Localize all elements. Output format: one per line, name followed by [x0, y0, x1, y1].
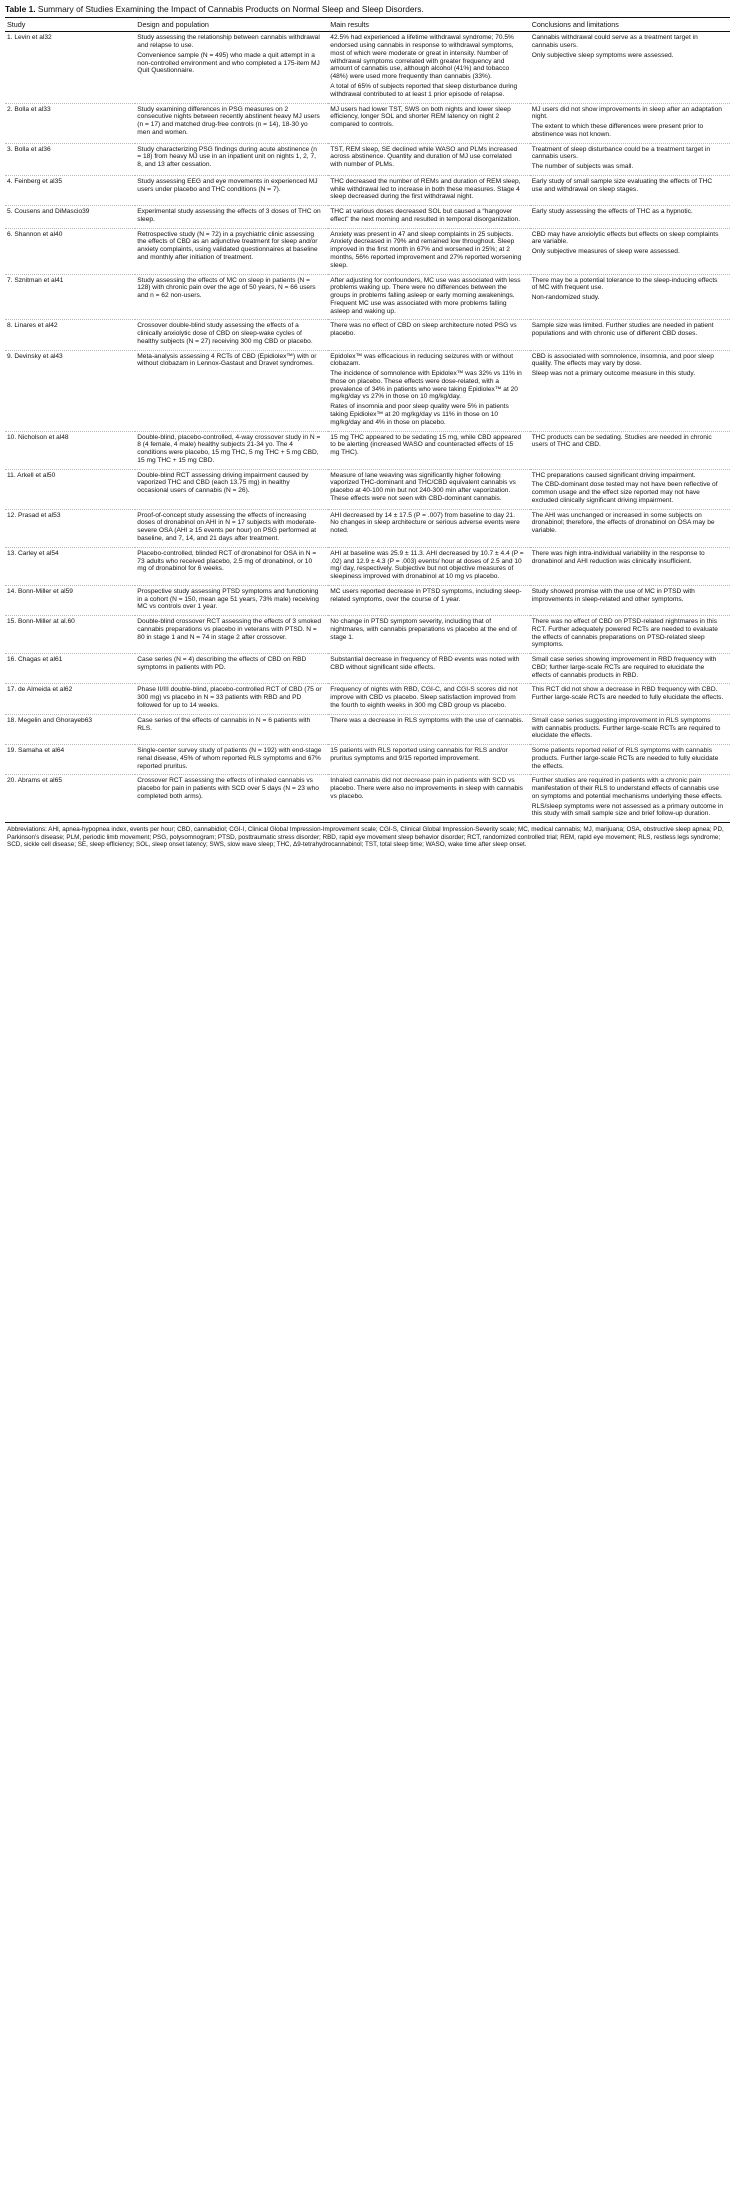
study-cell: 12. Prasad et al53 — [5, 509, 135, 547]
header-results: Main results — [328, 17, 529, 31]
conclusions-cell — [530, 431, 730, 469]
design-cell — [135, 714, 328, 744]
design-paragraph: Case series (N = 4) describing the effects of CBD on RBD symptoms in patients with PD. — [137, 656, 307, 671]
table-title: Summary of Studies Examining the Impact of Cannabis Products on Normal Sleep and Sleep Disorders. — [37, 4, 424, 14]
results-paragraph: There was no effect of CBD on sleep architecture noted PSG vs placebo. — [330, 322, 517, 338]
results-cell — [328, 469, 529, 509]
results-cell — [328, 616, 529, 654]
conclusions-paragraph: The number of subjects was small. — [531, 163, 634, 171]
design-paragraph: Study characterizing PSG findings during acute abstinence (n = 18) from heavy MJ use in an inpatient unit on nights 1, 2, 7, 8, and 13 after cessation. — [137, 145, 317, 169]
conclusions-paragraph: Non-randomized study. — [531, 294, 600, 302]
conclusions-paragraph: Only subjective sleep symptoms were assessed. — [531, 51, 674, 59]
design-cell — [135, 32, 328, 103]
results-paragraph: Rates of insomnia and poor sleep quality were 5% in patients taking Epidiolex™ at 20 mg/kg/day vs 11% in those on 10 mg/kg/day and 4% in those on placebo. — [330, 403, 509, 426]
design-cell — [135, 654, 328, 684]
conclusions-paragraph: Treatment of sleep disturbance could be a treatment target in cannabis users. — [531, 145, 710, 161]
conclusions-paragraph: Sleep was not a primary outcome measure in this study. — [531, 370, 696, 378]
results-cell — [328, 547, 529, 585]
results-cell — [328, 745, 529, 775]
design-paragraph: Placebo-controlled, blinded RCT of dronabinol for OSA in N = 73 adults who received placebo, 2.5 mg of dronabinol, or 10 mg of dronabinol for 6 weeks. — [137, 549, 317, 573]
conclusions-cell — [530, 175, 730, 205]
design-paragraph: Experimental study assessing the effects of 3 doses of THC on sleep. — [137, 208, 321, 223]
header-conclusions: Conclusions and limitations — [530, 17, 730, 31]
table-row — [5, 547, 730, 585]
conclusions-paragraph: The CBD-dominant dose tested may not have been reflective of common usage and the effect size reported may not have excluded clinically significant driving impairment. — [531, 481, 718, 504]
table-row — [5, 714, 730, 744]
conclusions-paragraph: CBD is associated with somnolence, insomnia, and poor sleep quality. The effects may vary by dose. — [531, 352, 714, 368]
design-cell — [135, 175, 328, 205]
conclusions-cell — [530, 103, 730, 143]
results-paragraph: THC decreased the number of REMs and duration of REM sleep, while withdrawal led to increase in both these measures. Stage 4 sleep decreased during the first withdrawal night. — [330, 177, 521, 201]
table-row — [5, 175, 730, 205]
table-caption — [5, 5, 730, 15]
table-row — [5, 32, 730, 103]
results-cell — [328, 103, 529, 143]
design-paragraph: Prospective study assessing PTSD symptoms and functioning in a cohort (N = 150, mean age 51 years, 73% male) receiving MC vs controls over 1 year. — [137, 587, 319, 611]
design-cell — [135, 585, 328, 615]
conclusions-cell — [530, 775, 730, 823]
results-paragraph: The incidence of somnolence with Epidolex™ was 32% vs 11% in those on placebo. These effects were dose-related, with a prevalence of 34% in patients who were taking Epidiolex™ at 20 mg/kg/day vs 27% in those on 10 mg/kg/day. — [330, 370, 522, 401]
design-cell — [135, 350, 328, 431]
conclusions-cell — [530, 469, 730, 509]
conclusions-cell — [530, 714, 730, 744]
results-paragraph: No change in PTSD symptom severity, including that of nightmares, with cannabis preparations vs placebo at the end of stage 1. — [330, 618, 517, 641]
results-cell — [328, 431, 529, 469]
results-paragraph: A total of 65% of subjects reported that sleep disturbance during withdrawal contributed to at least 1 prior episode of relapse. — [330, 82, 518, 98]
conclusions-paragraph: Sample size was limited. Further studies are needed in patient populations and with chronic use of different CBD doses. — [531, 322, 714, 338]
conclusions-cell — [530, 509, 730, 547]
conclusions-paragraph: There may be a potential tolerance to the sleep-inducing effects of MC with frequent use. — [531, 276, 718, 292]
conclusions-cell — [530, 32, 730, 103]
conclusions-cell — [530, 547, 730, 585]
results-paragraph: MJ users had lower TST, SWS on both nights and lower sleep efficiency, longer SOL and shorter REM latency on night 2 compared to controls. — [330, 105, 511, 129]
design-paragraph: Proof-of-concept study assessing the effects of increasing doses of dronabinol on AHI in N = 17 subjects with moderate-severe OSA (AHI ≥ 15 events per hour) on PSG performed at baseline, and 7, 14, and 21 days after treatment. — [137, 511, 317, 542]
study-cell: 20. Abrams et al65 — [5, 775, 135, 823]
results-cell — [328, 32, 529, 103]
results-paragraph: Measure of lane weaving was significantly higher following vaporized THC-dominant and THC/CBD equivalent cannabis vs placebo at 40-100 min but not 240-300 min after vaporization. These effects were not seen with CBD-dominant cannabis. — [330, 471, 516, 502]
design-cell — [135, 616, 328, 654]
conclusions-paragraph: Further studies are required in patients with a chronic pain manifestation of their RLS to understand effects of cannabis use on symptoms and potential mechanisms underlying these effects. — [531, 777, 723, 800]
design-cell — [135, 431, 328, 469]
results-cell — [328, 509, 529, 547]
design-paragraph: Double-blind, placebo-controlled, 4-way crossover study in N = 8 (4 female, 4 male) healthy subjects 21-34 yo. The 4 conditions were placebo, 15 mg THC, 5 mg THC + 5 mg CBD, 15 mg THC + 15 mg CBD. — [137, 433, 321, 464]
results-cell — [328, 585, 529, 615]
design-paragraph: Convenience sample (N = 495) who made a quit attempt in a non-controlled environment and who completed a 175-item MJ Quit Questionnaire. — [137, 51, 320, 75]
table-row — [5, 509, 730, 547]
results-paragraph: There was a decrease in RLS symptoms with the use of cannabis. — [330, 716, 524, 724]
design-paragraph: Meta-analysis assessing 4 RCTs of CBD (Epidiolex™) with or without clobazam in Lennox-Gastaut and Dravet syndromes. — [137, 352, 317, 368]
study-cell: 17. de Almeida et al62 — [5, 684, 135, 714]
results-cell — [328, 228, 529, 274]
study-cell: 8. Linares et al42 — [5, 320, 135, 350]
design-paragraph: Crossover RCT assessing the effects of inhaled cannabis vs placebo for pain in patients with SCD over 5 days (N = 23 who completed both arms). — [137, 777, 319, 800]
results-paragraph: Substantial decrease in frequency of RBD events was noted with CBD without significant side effects. — [330, 656, 520, 671]
table-row — [5, 274, 730, 320]
design-cell — [135, 509, 328, 547]
table-row — [5, 103, 730, 143]
results-paragraph: 15 mg THC appeared to be sedating 15 mg, while CBD appeared to be alerting (increased WASO and counteracted effects of 15 mg THC). — [330, 433, 522, 457]
table-row — [5, 143, 730, 175]
study-cell: 13. Carley et al54 — [5, 547, 135, 585]
study-cell: 5. Cousens and DiMascio39 — [5, 206, 135, 229]
design-cell — [135, 320, 328, 350]
conclusions-cell — [530, 350, 730, 431]
results-paragraph: THC at various doses decreased SOL but caused a “hangover effect” the next morning and resulted in temporal disorganization. — [330, 208, 521, 223]
conclusions-paragraph: The AHI was unchanged or increased in some subjects on dronabinol; therefore, the effects of dronabinol on OSA may be variable. — [531, 511, 715, 535]
table-row — [5, 585, 730, 615]
study-cell: 15. Bonn-Miller at al.60 — [5, 616, 135, 654]
study-cell: 19. Samaha et al64 — [5, 745, 135, 775]
results-paragraph: 42.5% had experienced a lifetime withdrawal syndrome; 70.5% endorsed using cannabis in response to withdrawal symptoms, most of which were moderate or great in intensity. Number of withdrawal symptoms correlated with greater frequency and amount of cannabis use, although alcohol (41%) and tobacco (48%) were used more frequently than cannabis (33%). — [330, 34, 514, 81]
design-paragraph: Study assessing EEG and eye movements in experienced MJ users under placebo and THC conditions (N = 7). — [137, 177, 318, 193]
results-cell — [328, 654, 529, 684]
table-row — [5, 654, 730, 684]
table-header — [5, 17, 730, 31]
table-row — [5, 775, 730, 823]
conclusions-cell — [530, 616, 730, 654]
study-cell: 1. Levin et al32 — [5, 32, 135, 103]
conclusions-cell — [530, 143, 730, 175]
design-cell — [135, 775, 328, 823]
design-cell — [135, 469, 328, 509]
results-cell — [328, 350, 529, 431]
table-row — [5, 616, 730, 654]
table-row — [5, 350, 730, 431]
conclusions-cell — [530, 228, 730, 274]
study-cell: 6. Shannon et al40 — [5, 228, 135, 274]
conclusions-paragraph: Small case series showing improvement in RBD frequency with CBD; further large-scale RCTs are required to elucidate the effects of cannabis products in RBD. — [531, 656, 717, 679]
design-cell — [135, 103, 328, 143]
conclusions-paragraph: THC products can be sedating. Studies are needed in chronic users of THC and CBD. — [531, 433, 712, 449]
study-cell: 14. Bonn-Miller et al59 — [5, 585, 135, 615]
studies-table — [5, 17, 730, 823]
study-cell: 9. Devinsky et al43 — [5, 350, 135, 431]
results-cell — [328, 274, 529, 320]
design-paragraph: Case series of the effects of cannabis in N = 6 patients with RLS. — [137, 716, 311, 732]
design-paragraph: Double-blind RCT assessing driving impairment caused by vaporized THC and CBD (each 13.75 mg) in healthy occasional users of cannabis (N = 26). — [137, 471, 309, 495]
conclusions-paragraph: There was no effect of CBD on PTSD-related nightmares in this RCT. Further adequately powered RCTs are needed to evaluate the effects of cannabis preparations on PTSD-related sleep symptoms. — [531, 618, 718, 649]
study-cell: 4. Feinberg et al35 — [5, 175, 135, 205]
results-paragraph: AHI at baseline was 25.9 ± 11.3. AHI decreased by 10.7 ± 4.4 (P = .02) and 12.9 ± 4.3 (P = .003) events/ hour at doses of 2.5 and 10 mg/ day, respectively. Subjective but not objective measures of sleepiness improved with dronabinol at 10 mg vs placebo. — [330, 549, 524, 581]
design-cell — [135, 206, 328, 229]
table-row — [5, 684, 730, 714]
design-paragraph: Single-center survey study of patients (N = 192) with end-stage renal disease, 45% of whom reported RLS symptoms and 67% reported pruritus. — [137, 747, 322, 770]
conclusions-paragraph: MJ users did not show improvements in sleep after an adaptation night. — [531, 105, 722, 121]
conclusions-cell — [530, 320, 730, 350]
study-cell: 3. Bolla et al36 — [5, 143, 135, 175]
header-design: Design and population — [135, 17, 328, 31]
results-cell — [328, 206, 529, 229]
conclusions-cell — [530, 654, 730, 684]
design-cell — [135, 684, 328, 714]
table-row — [5, 228, 730, 274]
design-cell — [135, 274, 328, 320]
study-cell: 7. Sznitman et al41 — [5, 274, 135, 320]
study-cell: 10. Nicholson et al48 — [5, 431, 135, 469]
study-cell: 11. Arkell et al50 — [5, 469, 135, 509]
conclusions-paragraph: Cannabis withdrawal could serve as a treatment target in cannabis users. — [531, 34, 698, 50]
table-body — [5, 32, 730, 823]
results-paragraph: TST, REM sleep, SE declined while WASO and PLMs increased across abstinence. Quantity and duration of MJ use correlated with number of PLMs. — [330, 145, 518, 169]
results-cell — [328, 714, 529, 744]
conclusions-paragraph: Some patients reported relief of RLS symptoms with cannabis products. Further large-scale RCTs are needed to fully elucidate the effects. — [531, 747, 719, 770]
conclusions-paragraph: Small case series suggesting improvement in RLS symptoms with cannabis products. Further large-scale RCTs are required to elucidate the effects. — [531, 716, 721, 740]
table-row — [5, 431, 730, 469]
conclusions-cell — [530, 745, 730, 775]
design-paragraph: Crossover double-blind study assessing the effects of a clinically anxiolytic dose of CBD on sleep-wake cycles of healthy subjects (N = 27) receiving 300 mg CBD or placebo. — [137, 322, 313, 345]
design-paragraph: Study examining differences in PSG measures on 2 consecutive nights between recently abstinent heavy MJ users (n = 17) and matched drug-free controls (n = 14), 18-30 yo men and women. — [137, 105, 320, 136]
conclusions-paragraph: Early study of small sample size evaluating the effects of THC use and withdrawal on sleep stages. — [531, 177, 713, 193]
design-paragraph: Double-blind crossover RCT assessing the effects of 3 smoked cannabis preparations vs placebo in veterans with PTSD. N = 80 in stage 1 and N = 74 in stage 2 after crossover. — [137, 618, 322, 641]
conclusions-paragraph: There was high intra-individual variability in the response to dronabinol and AHI reduction was clinically insufficient. — [531, 549, 705, 565]
results-paragraph: MC users reported decrease in PTSD symptoms, including sleep-related symptoms, over the course of 1 year. — [330, 587, 522, 603]
conclusions-cell — [530, 684, 730, 714]
conclusions-paragraph: The extent to which these differences were present prior to abstinence was not known. — [531, 123, 704, 138]
table-row — [5, 745, 730, 775]
abbreviations-footnote: Abbreviations: AHI, apnea-hypopnea index, events per hour; CBD, cannabidiol; CGI-I, Clinical Global Impression-Improvement scale; CGI-S, Clinical Global Impression-Severity scale; MC, medical cannabis; MJ, marijuana; OSA, obstructive sleep apnea; PD, Parkinson’s disease; PLM, periodic limb movement; PSG, polysomnogram; PTSD, posttraumatic stress disorder; RBD, rapid eye movement sleep behavior disorder; RCT, randomized controlled trial; REM, rapid eye movement; RLS, restless legs syndrome; SCD, sickle cell disease; SE, sleep efficiency; SOL, sleep onset latency; SWS, slow wave sleep; THC, Δ9-tetrahydrocannabinol; TST, total sleep time; WASO, wake time after sleep onset. — [7, 826, 724, 849]
design-cell — [135, 745, 328, 775]
results-paragraph: Anxiety was present in 47 and sleep complaints in 25 subjects. Anxiety decreased in 79% and remained low throughout. Sleep improved in the first month in 67% and worsened in 25%; at 2 months, 56% reported improvement and 27% reported worsening sleep. — [330, 230, 522, 269]
results-paragraph: AHI decreased by 14 ± 17.5 (P = .007) from baseline to day 21. No changes in sleep architecture or serious adverse events were noted. — [330, 511, 520, 535]
conclusions-paragraph: RLS/sleep symptoms were not assessed as a primary outcome in this study with small sample size and brief follow-up duration. — [531, 802, 724, 818]
results-paragraph: After adjusting for confounders, MC use was associated with less problems waking up. There were no differences between the groups in problems falling asleep or early morning awakenings. Frequent MC use was associated with more problems falling asleep and waking up. — [330, 276, 521, 315]
results-cell — [328, 320, 529, 350]
table-label: Table 1. — [5, 4, 36, 14]
header-study: Study — [5, 17, 135, 31]
conclusions-cell — [530, 206, 730, 229]
table-row — [5, 320, 730, 350]
conclusions-paragraph: Early study assessing the effects of THC as a hypnotic. — [531, 208, 693, 216]
results-cell — [328, 143, 529, 175]
results-cell — [328, 684, 529, 714]
study-cell: 2. Bolla et al33 — [5, 103, 135, 143]
document-page — [0, 0, 735, 849]
table-row — [5, 469, 730, 509]
design-cell — [135, 547, 328, 585]
results-paragraph: Epidolex™ was efficacious in reducing seizures with or without clobazam. — [330, 352, 514, 368]
conclusions-cell — [530, 585, 730, 615]
conclusions-paragraph: CBD may have anxiolytic effects but effects on sleep complaints are variable. — [531, 230, 719, 246]
results-paragraph: Frequency of nights with RBD, CGI-C, and CGI-S scores did not improve with CBD vs placebo. Sleep satisfaction improved from the fourth to eighth weeks in 300 mg CBD group vs placebo. — [330, 686, 518, 709]
conclusions-cell — [530, 274, 730, 320]
results-cell — [328, 175, 529, 205]
design-paragraph: Retrospective study (N = 72) in a psychiatric clinic assessing the effects of CBD as an adjunctive treatment for sleep and/or anxiety complaints, using validated questionnaires at baseline and monthly after initiation of treatment. — [137, 230, 318, 261]
study-cell: 18. Megelin and Ghorayeb63 — [5, 714, 135, 744]
results-paragraph: 15 patients with RLS reported using cannabis for RLS and/or pruritus symptoms and 9/15 reported improvement. — [330, 747, 508, 762]
conclusions-paragraph: This RCT did not show a decrease in RBD frequency with CBD. Further large-scale RCTs are needed to fully elucidate the effects. — [531, 686, 724, 702]
design-cell — [135, 143, 328, 175]
design-paragraph: Study assessing the effects of MC on sleep in patients (N = 128) with chronic pain over the age of 50 years, N = 66 users and n = 62 non-users. — [137, 276, 316, 300]
results-paragraph: Inhaled cannabis did not decrease pain in patients with SCD vs placebo. There were also no improvements in sleep with cannabis vs placebo. — [330, 777, 523, 800]
results-cell — [328, 775, 529, 823]
design-paragraph: Study assessing the relationship between cannabis withdrawal and relapse to use. — [137, 34, 320, 50]
conclusions-paragraph: Only subjective measures of sleep were assessed. — [531, 248, 680, 256]
table-row — [5, 206, 730, 229]
conclusions-paragraph: Study showed promise with the use of MC in PTSD with improvements in sleep-related and other symptoms. — [531, 587, 695, 603]
study-cell: 16. Chagas et al61 — [5, 654, 135, 684]
design-paragraph: Phase II/III double-blind, placebo-controlled RCT of CBD (75 or 300 mg) vs placebo in N = 33 patients with RBD and PD followed for up to 14 weeks. — [137, 686, 322, 709]
design-cell — [135, 228, 328, 274]
conclusions-paragraph: THC preparations caused significant driving impairment. — [531, 471, 696, 479]
